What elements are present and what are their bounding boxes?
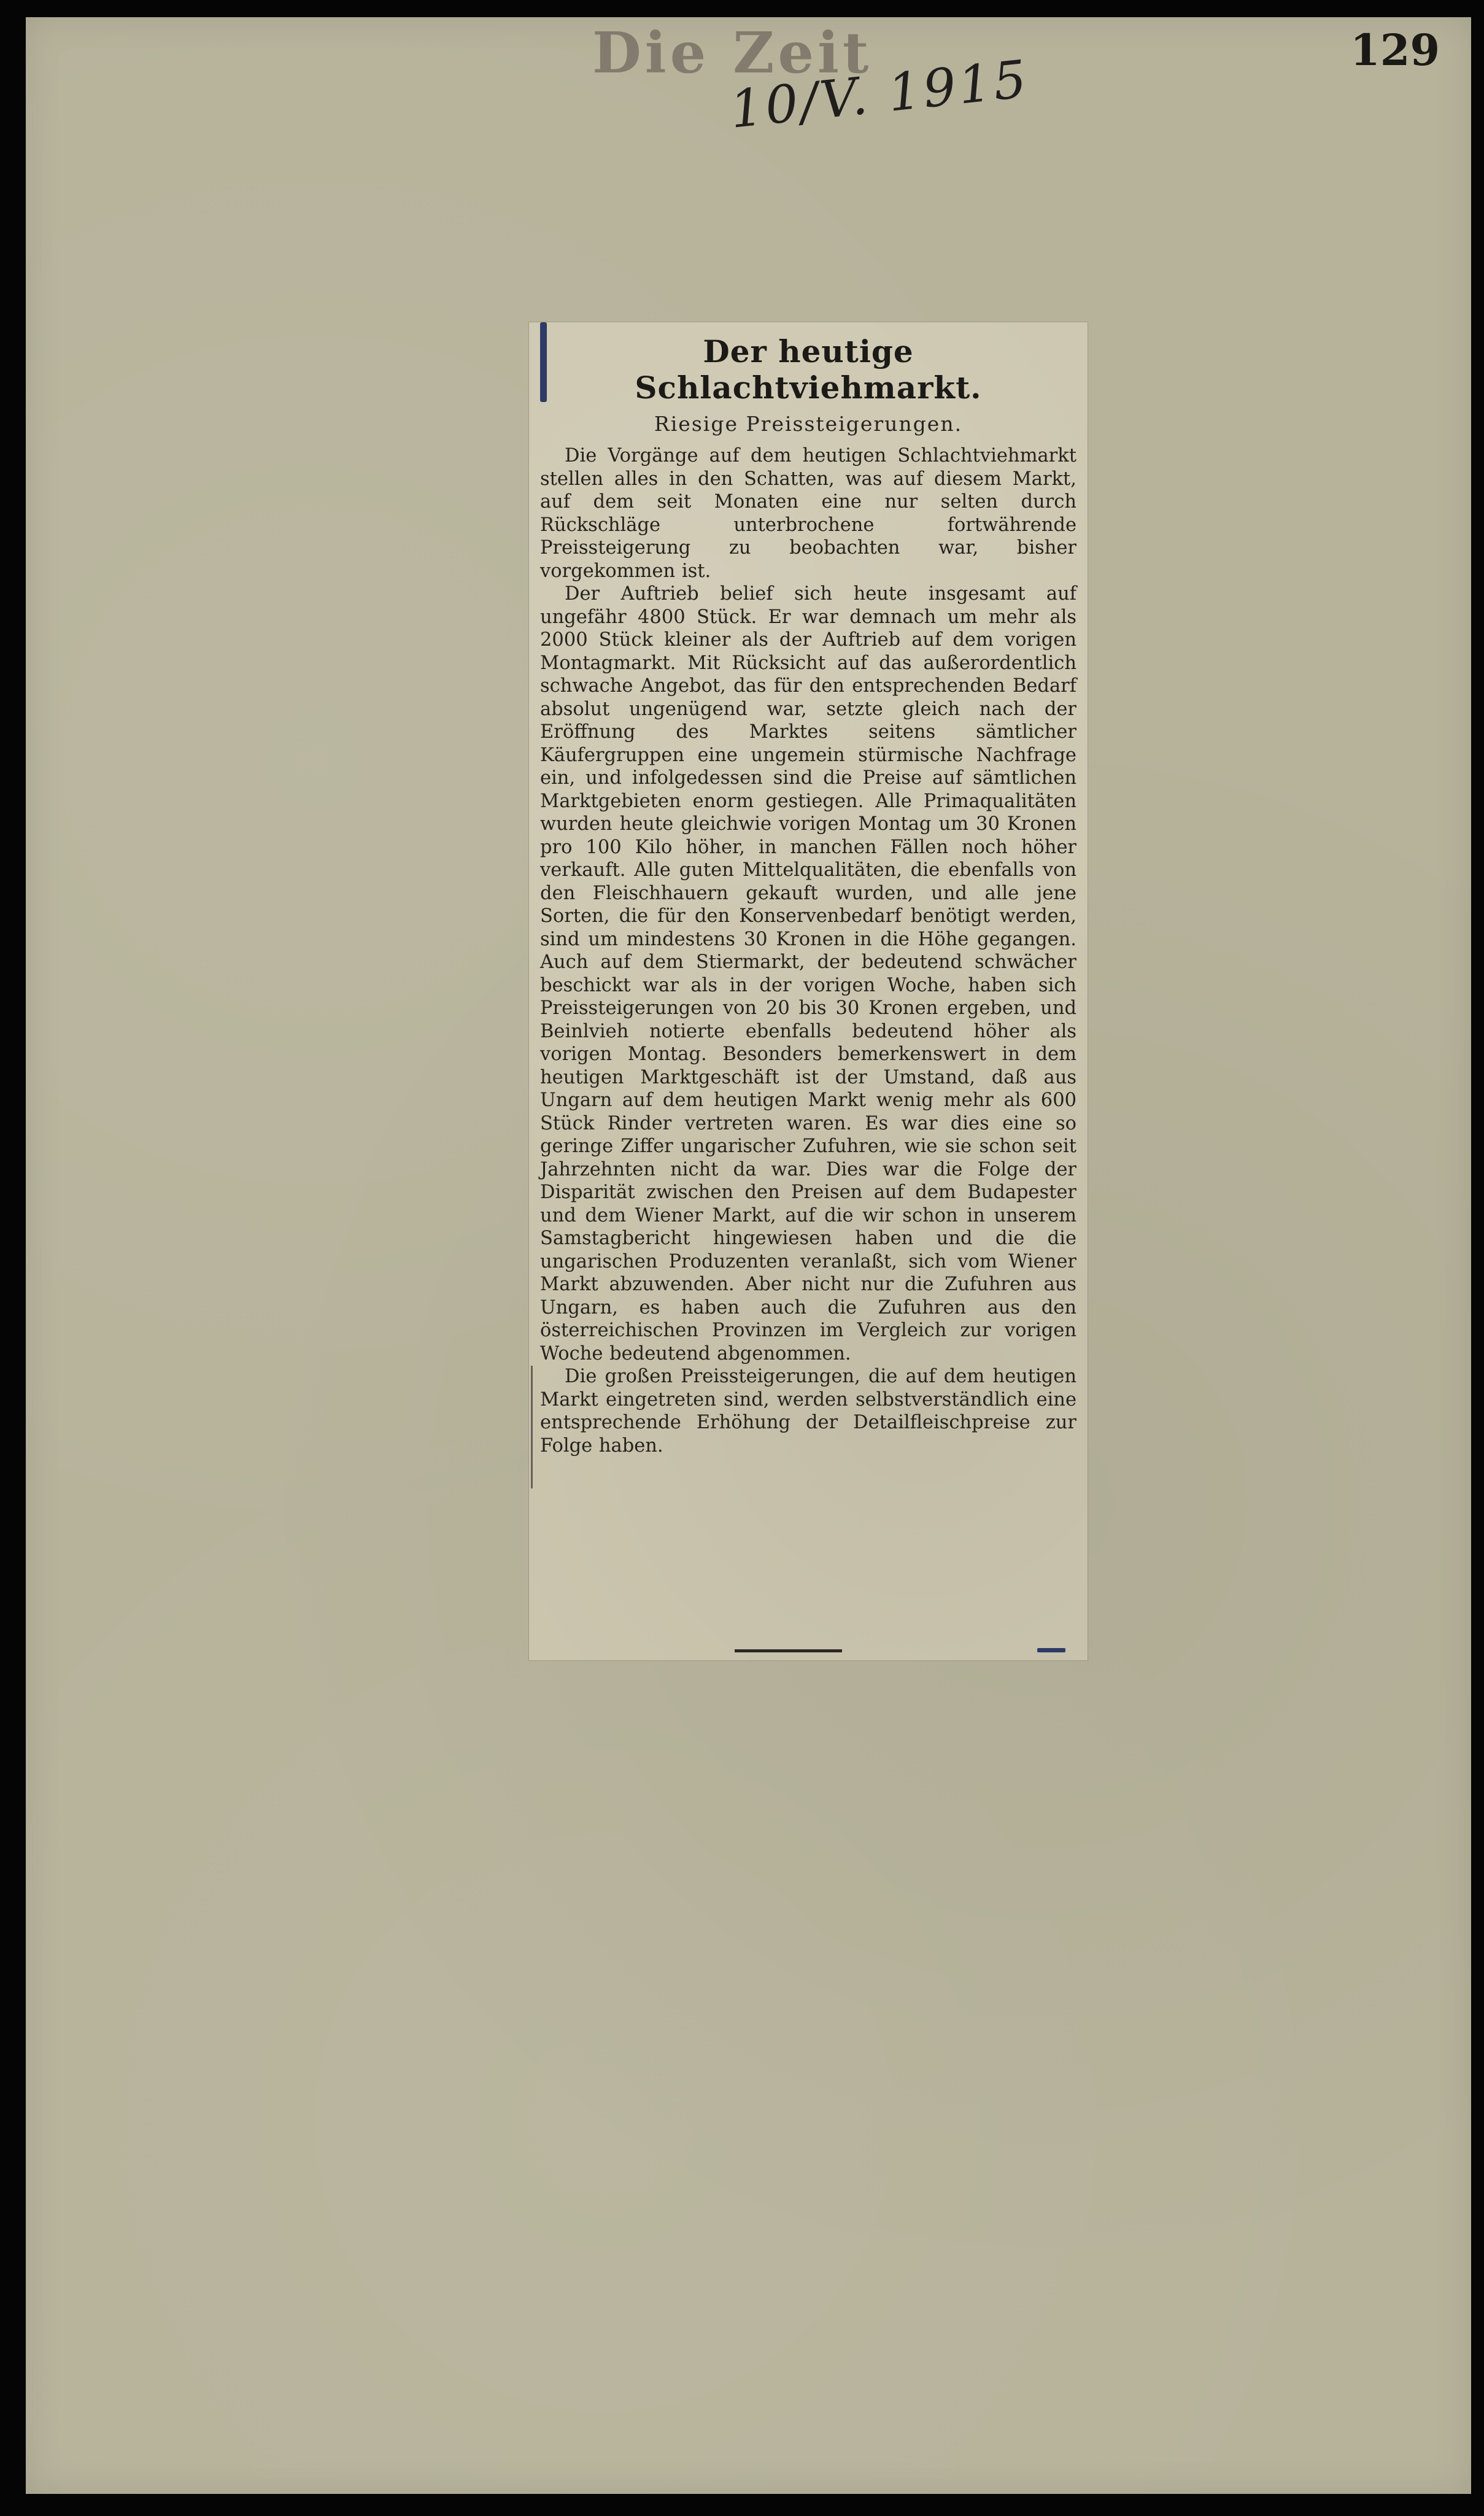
newspaper-clipping: [529, 322, 1088, 1660]
article-body: [529, 322, 1088, 1660]
article-headline: Der heutige Schlachtviehmarkt.: [635, 333, 982, 406]
handwritten-date: 10/V. 1915: [727, 48, 1032, 140]
article-paragraph-3: Die großen Preissteigerungen, die auf dem heutigen Markt eingetreten sind, werden selbstverständlich eine entsprechende Erhöhung der Detailfleischpreise zur Folge haben.: [540, 1366, 1076, 1457]
article-paragraph-2: Der Auftrieb belief sich heute insgesamt auf ungefähr 4800 Stück. Er war demnach um mehr als 2000 Stück kleiner als der Auftrieb auf dem vorigen Montagmarkt. Mit Rücksicht auf das außerordentlich schwache Angebot, das für den entsprechenden Bedarf absolut ungenügend war, setzte gleich nach der Eröffnung des Marktes seitens sämtlicher Käufergruppen eine ungemein stürmische Nachfrage ein, und infolgedessen sind die Preise auf sämtlichen Marktgebieten enorm gestiegen. Alle Primaqualitäten wurden heute gleichwie vorigen Montag um 30 Kronen pro 100 Kilo höher, in manchen Fällen noch höher verkauft. Alle guten Mittelqualitäten, die ebenfalls von den Fleischhauern gekauft wurden, und alle jene Sorten, die für den Konservenbedarf benötigt werden, sind um mindestens 30 Kronen in die Höhe gegangen. Auch auf dem Stiermarkt, der bedeutend schwächer beschickt war als in der vorigen Woche, haben sich Preissteigerungen von 20 bis 30 Kronen ergeben, und Beinlvieh notierte ebenfalls bedeutend höher als vorigen Montag. Besonders bemerkenswert in dem heutigen Marktgeschäft ist der Umstand, daß aus Ungarn auf dem heutigen Markt wenig mehr als 600 Stück Rinder vertreten waren. Es war dies eine so geringe Ziffer ungarischer Zufuhren, wie sie schon seit Jahrzehnten nicht da war. Dies war die Folge der Disparität zwischen den Preisen auf dem Budapester und dem Wiener Markt, auf die wir schon in unserem Samstagbericht hingewiesen haben und die die ungarischen Produzenten veranlaßt, sich vom Wiener Markt abzuwenden. Aber nicht nur die Zufuhren aus Ungarn, es haben auch die Zufuhren aus den österreichischen Provinzen im Vergleich zur vorigen Woche bedeutend abgenommen.: [540, 583, 1076, 1364]
article-subheadline: Riesige Preissteigerungen.: [654, 412, 963, 436]
page-number: 129: [1350, 25, 1440, 75]
newspaper-stamp: Die Zeit: [592, 20, 873, 86]
end-rule: [735, 1649, 842, 1652]
article-paragraph-1: Die Vorgänge auf dem heutigen Schlachtviehmarkt stellen alles in den Schatten, was auf diesem Markt, auf dem seit Monaten eine nur selten durch Rückschläge unterbrochene fortwährende Preissteigerung zu beobachten war, bisher vorgekommen ist.: [540, 445, 1076, 582]
blue-pencil-dash: [1037, 1648, 1065, 1652]
